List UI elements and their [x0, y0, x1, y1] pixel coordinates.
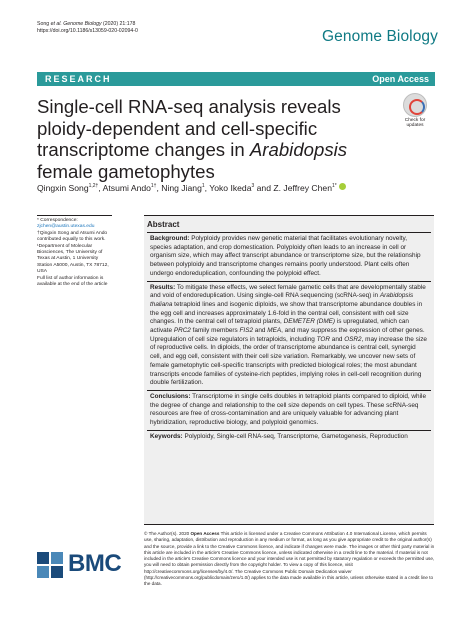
- abstract-heading: Abstract: [147, 216, 431, 233]
- author-list: Qingxin Song$^{1,2\dagger}$, Atsumi Ando$^{1\dagger}$, Ning Jiang$^1$, Yoko Ikeda$^3$ and Z. Jeffrey Chen$^{1*}$: [37, 183, 346, 193]
- check-for-updates-badge[interactable]: Check for updates: [396, 93, 434, 127]
- bmc-logo[interactable]: [37, 550, 127, 580]
- author-name[interactable]: Qingxin Song: [37, 183, 89, 193]
- citation-line-1: Song et al. Genome Biology (2020) 21:178: [37, 21, 136, 27]
- article-type-banner: [37, 72, 435, 86]
- citation-header: [37, 21, 138, 35]
- abstract-box: [144, 215, 434, 525]
- equal-contribution-note: †Qingxin Song and Atsumi Ando contributed equally to this work.: [37, 230, 108, 243]
- abstract-background: Background: Polyploidy provides new genetic material that facilitates evolutionary novelty, species adaptation, and crop domestication. Polyploidy often leads to an increase in cell or organism size, which may affect transcript abundance or transcriptome size, but the relationship between polyploidy and transcriptome changes remains poorly understood. Plant cells often undergo endoreduplication, confounding the polyploid effect.: [147, 233, 431, 282]
- abstract-conclusions: Conclusions: Transcriptome in single cells doubles in tetraploid plants compared to diploid, while the degree of change and relationship to the cell size depends on cell types. These scRNA-seq resources are free of cross-contamination and are uniquely valuable for advancing plant hybridization, reproductive biology, and polyploid genomics.: [147, 391, 431, 431]
- check-for-updates-icon: [403, 93, 427, 117]
- abstract-results: Results: To mitigate these effects, we select female gametic cells that are developmentally stable and void of endoreduplication. Using single-cell RNA sequencing (scRNA-seq) in Arabidopsis thaliana tetraploid lines and isogenic diploids, we show that transcriptome abundance doubles in the egg cell and increases approximately 1.6-fold in the central cell, consistent with cell size changes. In the central cell of tetraploid plants, DEMETER (DME) is upregulated, which can activate PRC2 family members FIS2 and MEA, and may suppress the expression of other genes. Upregulation of cell size regulators in tetraploids, including TOR and OSR2, may increase the size of reproductive cells. In diploids, the order of transcriptome abundance is central cell, synergid cell, and egg cell, consistent with their cell size variation. Remarkably, we uncover new sets of female gametophytic cell-specific transcripts with predicted biological roles; the most abundant transcripts encode families of cysteine-rich peptides, implying roles in cell-cell recognition during double fertilization.: [147, 282, 431, 391]
- bmc-logo-text: BMC: [68, 550, 122, 577]
- journal-name: Genome Biology: [322, 28, 438, 45]
- open-access-label: Open Access: [372, 74, 429, 84]
- abstract-keywords: Keywords: Polyploidy, Single-cell RNA-seq, Transcriptome, Gametogenesis, Reproduction: [150, 432, 408, 440]
- orcid-icon[interactable]: [339, 183, 346, 190]
- article-title: Single-cell RNA-seq analysis reveals ploidy-dependent and cell-specific transcriptome changes in Arabidopsis female gametophytes: [37, 96, 348, 182]
- doi-link[interactable]: https://doi.org/10.1186/s13059-020-02094-0: [37, 28, 138, 34]
- bmc-logo-mark-icon: [37, 552, 63, 578]
- article-type-label: RESEARCH: [45, 74, 112, 84]
- author-name[interactable]: Yoko Ikeda: [209, 183, 252, 193]
- correspondence-sidebar: * Correspondence: zjchen@austin.utexas.edu †Qingxin Song and Atsumi Ando contributed equally to this work. ¹Department of Molecular Biosciences, The University of Texas at Austin, 1 University Station A5000, Austin, TX 78712, USA Full list of author information is available at the end of the article: [37, 215, 112, 288]
- license-statement: © The Author(s). 2020 Open Access This article is licensed under a Creative Commons Attribution 4.0 International License, which permits use, sharing, adaptation, distribution and reproduction in any medium or format, as long as you give appropriate credit to the original author(s) and the source, provide a link to the Creative Commons licence, and indicate if changes were made. The images or other third party material in this article are included in the article's Creative Commons licence, unless indicated otherwise in a credit line to the material. If material is not included in the article's Creative Commons licence and your intended use is not permitted by statutory regulation or exceeds the permitted use, you will need to obtain permission directly from the copyright holder. To view a copy of this licence, visit http://creativecommons.org/licenses/by/4.0/. The Creative Commons Public Domain Dedication waiver (http://creativecommons.org/publicdomain/zero/1.0/) applies to the data made available in this article, unless otherwise stated in a credit line to the data.: [144, 531, 435, 587]
- citation-etal: et al. Genome Biology: [50, 21, 102, 27]
- author-name[interactable]: Ning Jiang: [161, 183, 202, 193]
- author-name[interactable]: Atsumi Ando: [102, 183, 151, 193]
- affiliation-note: ¹Department of Molecular Biosciences, The University of Texas at Austin, 1 University Station A5000, Austin, TX 78712, USA: [37, 243, 109, 275]
- correspondence-email[interactable]: zjchen@austin.utexas.edu: [37, 224, 95, 230]
- author-info-note: Full list of author information is available at the end of the article: [37, 275, 108, 288]
- author-name[interactable]: and Z. Jeffrey Chen: [256, 183, 332, 193]
